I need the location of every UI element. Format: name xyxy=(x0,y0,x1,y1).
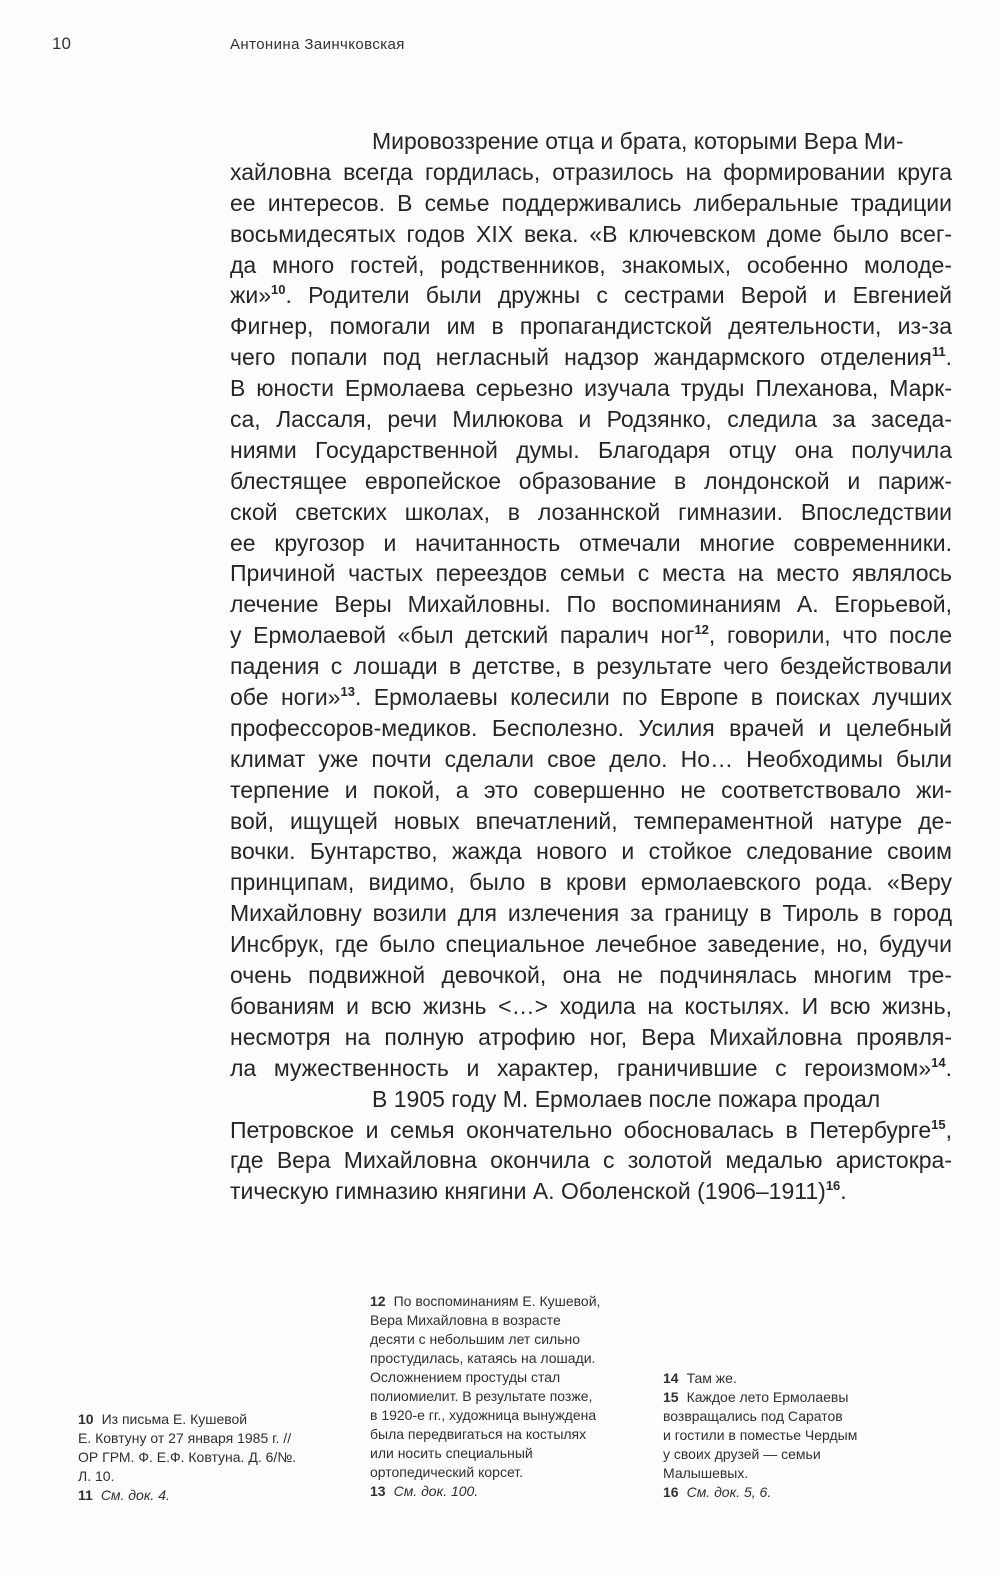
footnote-text: в 1920-е гг., художница вынуждена xyxy=(370,1407,597,1423)
footnote-text: Л. 10. xyxy=(78,1468,115,1484)
body-line-text: падения с лошади в детстве, в результате чего бездействовали xyxy=(230,653,952,680)
footnote-number: 12 xyxy=(370,1293,386,1309)
footnote-line xyxy=(663,1388,913,1407)
body-line-text: ниями Государственной думы. Благодаря отцу она получила xyxy=(230,436,952,463)
footnote-number: 15 xyxy=(663,1389,679,1405)
body-line-text: вой, ищущей новых впечатлений, темпераментной натуре де- xyxy=(230,807,952,834)
footnote-text: Осложнением простуды стал xyxy=(370,1369,561,1385)
footnote-text: ОР ГРМ. Ф. Е.Ф. Ковтуна. Д. 6/№. xyxy=(78,1449,297,1465)
footnote-number: 13 xyxy=(370,1483,386,1499)
footnote-line xyxy=(663,1426,913,1445)
body-line xyxy=(230,929,952,960)
body-line-text: Петровское и семья окончательно обосновалась в Петербурге xyxy=(230,1116,932,1143)
body-line xyxy=(230,466,952,497)
footnote-line xyxy=(370,1330,655,1349)
footnotes-column-1 xyxy=(78,1410,358,1505)
body-line-text: ее интересов. В семье поддерживались либеральные традиции xyxy=(230,189,952,216)
body-line xyxy=(230,620,952,651)
main-text xyxy=(230,126,952,1207)
body-line xyxy=(230,342,952,373)
footnote-text: или носить специальный xyxy=(370,1445,533,1461)
footnote-ref: 10 xyxy=(271,282,286,298)
body-line-text-after-ref: . xyxy=(840,1178,847,1205)
body-line xyxy=(230,1022,952,1053)
body-line-text: са, Лассаля, речи Милюкова и Родзянко, следила за заседа- xyxy=(230,406,952,433)
footnotes-column-2 xyxy=(370,1292,655,1501)
body-line-text: восьмидесятых годов XIX века. «В ключевском доме было всег- xyxy=(230,220,952,247)
footnote-line xyxy=(370,1463,655,1482)
footnote-text: См. док. 4. xyxy=(100,1487,170,1503)
footnote-line xyxy=(78,1486,358,1505)
body-line-text-after-ref: . xyxy=(945,344,952,371)
footnote-text: ортопедический корсет. xyxy=(370,1464,524,1480)
body-line-text: блестящее европейское образование в лондонской и париж- xyxy=(230,467,952,494)
footnote-number: 11 xyxy=(78,1487,93,1503)
body-line-text: Фигнер, помогали им в пропагандистской деятельности, из-за xyxy=(230,313,952,340)
body-line xyxy=(230,126,952,157)
body-line xyxy=(230,435,952,466)
footnote-line xyxy=(370,1444,655,1463)
footnote-line xyxy=(78,1467,358,1486)
body-line xyxy=(230,1176,952,1207)
body-line xyxy=(230,157,952,188)
body-line xyxy=(230,991,952,1022)
footnote-text: Вера Михайловна в возрасте xyxy=(370,1312,561,1328)
body-line-text-after-ref: . xyxy=(945,1054,952,1081)
body-line-text: чего попали под негласный надзор жандармского отделения xyxy=(230,344,932,371)
body-line xyxy=(230,250,952,281)
footnote-ref: 12 xyxy=(694,622,709,638)
body-line xyxy=(230,1084,952,1115)
body-line-text: ее кругозор и начитанность отмечали многие современники. xyxy=(230,529,952,556)
footnote-number: 14 xyxy=(663,1370,679,1386)
body-line-text: профессоров-медиков. Бесполезно. Усилия врачей и целебный xyxy=(230,714,952,741)
body-line-text-after-ref: , говорили, что после xyxy=(708,622,952,649)
running-head: Антонина Заинчковская xyxy=(230,36,405,53)
body-line xyxy=(230,373,952,404)
body-line-text: Михайловну возили для излечения за границу в Тироль в город xyxy=(230,900,952,927)
body-line xyxy=(230,589,952,620)
body-line-text-after-ref: , xyxy=(945,1116,952,1143)
body-line-text: бованиям и всю жизнь <…> ходила на костылях. И всю жизнь, xyxy=(230,992,952,1019)
footnote-text: См. док. 100. xyxy=(393,1483,479,1499)
body-line-text: Мировоззрение отца и брата, которыми Вера Ми- xyxy=(372,128,904,154)
body-line xyxy=(230,558,952,589)
footnote-line xyxy=(370,1292,655,1311)
body-line xyxy=(230,1145,952,1176)
footnote-line xyxy=(663,1445,913,1464)
body-line xyxy=(230,713,952,744)
body-line-text-after-ref: . Родители были дружны с сестрами Верой и Евгенией xyxy=(285,282,952,309)
body-line-text: хайловна всегда гордилась, отразилось на формировании круга xyxy=(230,158,952,185)
body-line-text: жи» xyxy=(230,282,272,309)
footnote-line xyxy=(663,1464,913,1483)
body-line-text-after-ref: . Ермолаевы колесили по Европе в поисках лучших xyxy=(354,684,952,711)
body-line xyxy=(230,836,952,867)
body-line-text: лечение Веры Михайловны. По воспоминаниям А. Егорьевой, xyxy=(230,591,952,618)
body-line xyxy=(230,1053,952,1084)
body-line-text: вочки. Бунтарство, жажда нового и стойкое следование своим xyxy=(230,838,952,865)
body-line xyxy=(230,775,952,806)
body-line xyxy=(230,528,952,559)
body-line xyxy=(230,651,952,682)
footnote-text: возвращались под Саратов xyxy=(663,1408,843,1424)
footnote-line xyxy=(370,1482,655,1501)
body-line xyxy=(230,898,952,929)
footnote-text: Из письма Е. Кушевой xyxy=(101,1411,248,1427)
body-line xyxy=(230,682,952,713)
footnote-ref: 16 xyxy=(825,1178,841,1194)
body-line-text: у Ермолаевой «был детский паралич ног xyxy=(230,622,695,649)
footnote-line xyxy=(370,1406,655,1425)
footnote-text: полиомиелит. В результате позже, xyxy=(370,1388,593,1404)
footnote-line xyxy=(78,1410,358,1429)
footnote-ref: 11 xyxy=(931,344,946,360)
footnote-ref: 14 xyxy=(931,1054,946,1070)
footnote-text: По воспоминаниям Е. Кушевой, xyxy=(393,1293,601,1309)
body-line-text: где Вера Михайловна окончила с золотой медалью аристокра- xyxy=(230,1147,952,1174)
body-line xyxy=(230,1115,952,1146)
body-line xyxy=(230,960,952,991)
footnote-line xyxy=(370,1387,655,1406)
footnote-text: Там же. xyxy=(686,1370,737,1386)
body-line xyxy=(230,188,952,219)
body-line-text: ла мужественность и характер, граничившие с героизмом» xyxy=(230,1054,932,1081)
footnote-number: 16 xyxy=(663,1484,679,1500)
body-line xyxy=(230,404,952,435)
footnotes-column-3 xyxy=(663,1369,913,1502)
footnote-text: Е. Ковтуну от 27 января 1985 г. // xyxy=(78,1430,292,1446)
footnote-ref: 13 xyxy=(340,684,355,700)
footnote-line xyxy=(663,1483,913,1502)
footnote-text: была передвигаться на костылях xyxy=(370,1426,587,1442)
body-line xyxy=(230,867,952,898)
body-line-text: обе ноги» xyxy=(230,684,341,711)
page-number: 10 xyxy=(52,34,71,53)
body-line-text: В юности Ермолаева серьезно изучала труды Плеханова, Марк- xyxy=(230,375,952,402)
footnote-number: 10 xyxy=(78,1411,94,1427)
body-line-text: несмотря на полную атрофию ног, Вера Михайловна проявля- xyxy=(230,1023,952,1050)
footnote-line xyxy=(370,1349,655,1368)
body-line-text: терпение и покой, а это совершенно не соответствовало жи- xyxy=(230,776,952,803)
body-line xyxy=(230,280,952,311)
footnote-line xyxy=(663,1407,913,1426)
footnote-text: десяти с небольшим лет сильно xyxy=(370,1331,581,1347)
footnote-line xyxy=(370,1311,655,1330)
body-line xyxy=(230,311,952,342)
body-line-text: принципам, видимо, было в крови ермолаевского рода. «Веру xyxy=(230,869,952,896)
footnote-text: у своих друзей — семьи xyxy=(663,1446,821,1462)
body-line-text: очень подвижной девочкой, она не подчинялась многим тре- xyxy=(230,962,952,989)
body-line-text: ской светских школах, в лозаннской гимназии. Впоследствии xyxy=(230,498,952,525)
body-line xyxy=(230,744,952,775)
footnote-text: Каждое лето Ермолаевы xyxy=(686,1389,849,1405)
body-line-text: Причиной частых переездов семьи с места на место являлось xyxy=(230,560,952,587)
body-line-text: климат уже почти сделали свое дело. Но… Необходимы были xyxy=(230,745,952,772)
footnote-line xyxy=(78,1448,358,1467)
footnote-line xyxy=(78,1429,358,1448)
body-line-text: Инсбрук, где было специальное лечебное заведение, но, будучи xyxy=(230,931,952,958)
body-line-text: да много гостей, родственников, знакомых, особенно молоде- xyxy=(230,251,952,278)
body-line xyxy=(230,219,952,250)
footnote-line xyxy=(370,1425,655,1444)
body-line-text: тическую гимназию княгини А. Оболенской (1906–1911) xyxy=(230,1178,826,1205)
footnote-text: Малышевых. xyxy=(663,1465,749,1481)
footnote-ref: 15 xyxy=(931,1116,946,1132)
footnote-text: простудилась, катаясь на лошади. xyxy=(370,1350,596,1366)
footnote-line xyxy=(370,1368,655,1387)
footnote-text: и гостили в поместье Чердым xyxy=(663,1427,858,1443)
footnote-text: См. док. 5, 6. xyxy=(686,1484,772,1500)
body-line-text: В 1905 году М. Ермолаев после пожара продал xyxy=(372,1085,881,1112)
body-line xyxy=(230,806,952,837)
body-line xyxy=(230,497,952,528)
footnote-line xyxy=(663,1369,913,1388)
